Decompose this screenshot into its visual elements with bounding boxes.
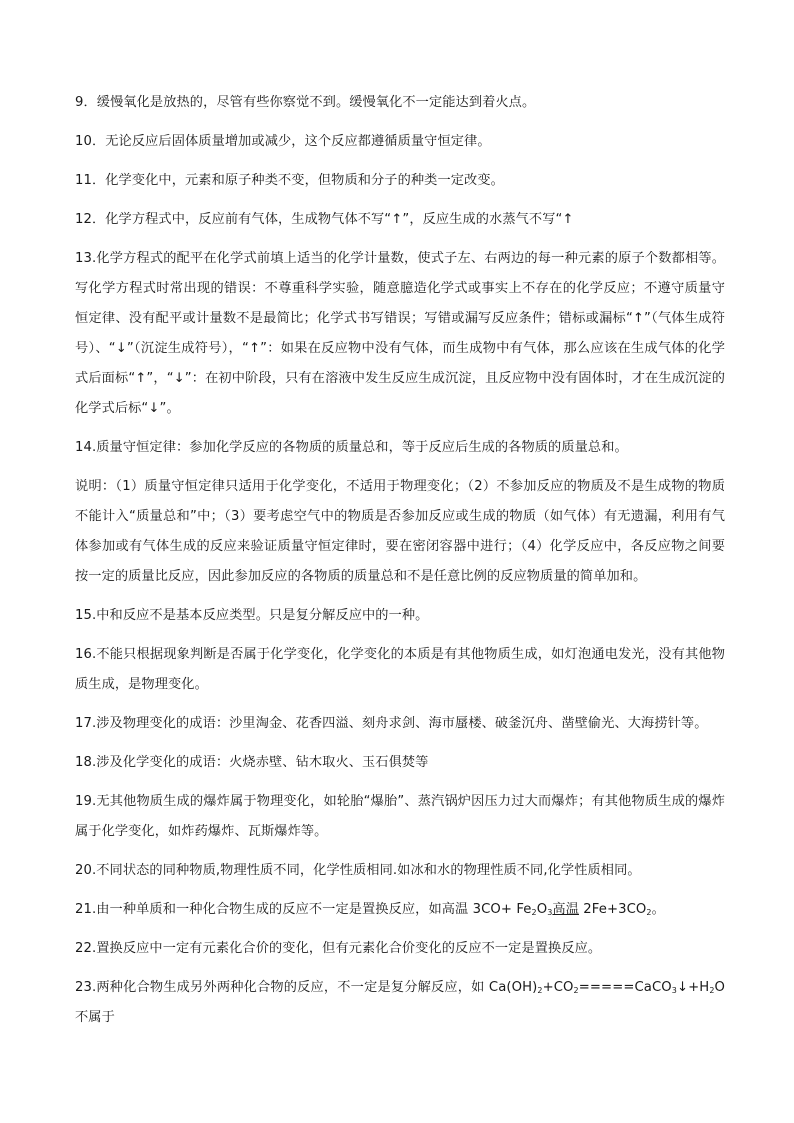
- document-body: [75, 88, 725, 1042]
- paragraph-20: 20.不同状态的同种物质,物理性质不同，化学性质相同.如冰和水的物理性质不同,化学性质相同。: [75, 863, 641, 878]
- paragraph-18: 18.涉及化学变化的成语：火烧赤壁、钻木取火、玉石俱焚等: [75, 755, 429, 770]
- paragraph-23: 23.两种化合物生成另外两种化合物的反应，不一定是复分解反应，如 $Ca(OH)_2+CO_2=====CaCO_3↓+H_2O$ 不属于: [75, 980, 725, 1025]
- paragraph-17: 17.涉及物理变化的成语：沙里淘金、花香四溢、刻舟求剑、海市蜃楼、破釜沉舟、凿壁偷光、大海捞针等。: [75, 716, 708, 731]
- paragraph-11: 11．化学变化中，元素和原子种类不变，但物质和分子的种类一定改变。: [75, 173, 504, 188]
- paragraph-13: 13.化学方程式的配平在化学式前填上适当的化学计量数，使式子左、右两边的每一种元素的原子个数都相等。写化学方程式时常出现的错误：不尊重科学实验，随意臆造化学式或事实上不存在的化学反应；不遵守质量守恒定律、没有配平或计量数不是最简比；化学式书写错误；写错或漏写反应条件；错标或漏标“↑”（气体生成符号）、“↓”（沉淀生成符号），“↑”：如果在反应物中没有气体，而生成物中有气体，那么应该在生成气体的化学式后面标“↑”，“↓”：在初中阶段，只有在溶液中发生反应生成沉淀，且反应物中没有固体时，才在生成沉淀的化学式后标“↓”。: [75, 251, 725, 416]
- paragraph-10: 10．无论反应后固体质量增加或减少，这个反应都遵循质量守恒定律。: [75, 134, 491, 149]
- paragraph-15: 15.中和反应不是基本反应类型。只是复分解反应中的一种。: [75, 608, 429, 623]
- paragraph-12: 12．化学方程式中，反应前有气体，生成物气体不写“↑”，反应生成的水蒸气不写“↑: [75, 212, 574, 227]
- paragraph-19: 19.无其他物质生成的爆炸属于物理变化，如轮胎“爆胎”、蒸汽锅炉因压力过大而爆炸；有其他物质生成的爆炸属于化学变化，如炸药爆炸、瓦斯爆炸等。: [75, 794, 725, 839]
- paragraph-9: 9．缓慢氧化是放热的，尽管有些你察觉不到。缓慢氧化不一定能达到着火点。: [75, 95, 536, 110]
- paragraph-note: 说明：（1）质量守恒定律只适用于化学变化，不适用于物理变化；（2）不参加反应的物质及不是生成物的物质不能计入“质量总和”中；（3）要考虑空气中的物质是否参加反应或生成的物质（如气体）有无遗漏，利用有气体参加或有气体生成的反应来验证质量守恒定律时，要在密闭容器中进行；（4）化学反应中，各反应物之间要按一定的质量比反应，因此参加反应的各物质的质量总和不是任意比例的反应物质量的简单加和。: [75, 479, 725, 584]
- reaction-condition: 高温: [552, 902, 579, 917]
- paragraph-16: 16.不能只根据现象判断是否属于化学变化，化学变化的本质是有其他物质生成，如灯泡通电发光，没有其他物质生成，是物理变化。: [75, 647, 725, 692]
- paragraph-22: 22.置换反应中一定有元素化合价的变化，但有元素化合价变化的反应不一定是置换反应。: [75, 941, 602, 956]
- paragraph-14: 14.质量守恒定律：参加化学反应的各物质的质量总和，等于反应后生成的各物质的质量总和。: [75, 440, 628, 455]
- paragraph-21: 21.由一种单质和一种化合物生成的反应不一定是置换反应，如高温 $3CO+ Fe_2O_3$高温 $2Fe+3CO_2$。: [75, 902, 665, 917]
